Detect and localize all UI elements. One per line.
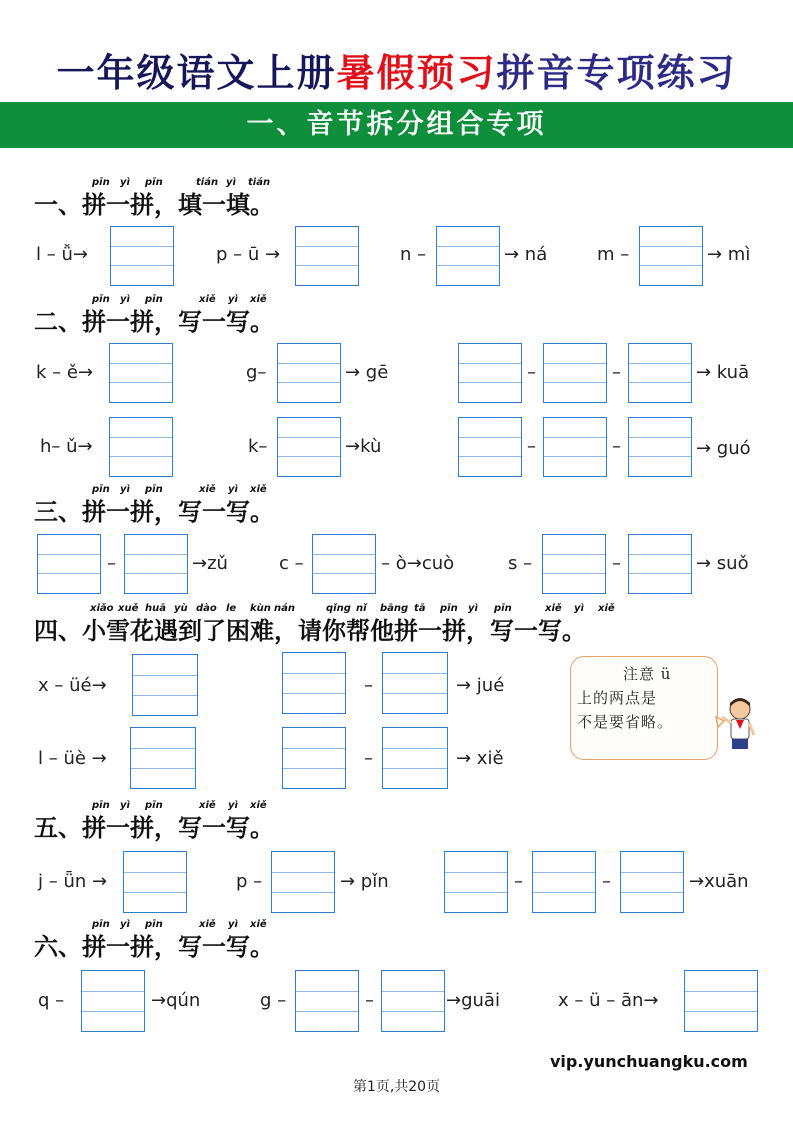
pinyin-label: xiě <box>250 484 267 495</box>
pinyin-label: le <box>226 603 237 614</box>
exercise-result: → kuā <box>696 362 750 383</box>
answer-box[interactable] <box>532 851 596 913</box>
exercise-prefix: s – <box>508 553 533 574</box>
pinyin-label: yì <box>228 294 238 305</box>
answer-box[interactable] <box>444 851 508 913</box>
answer-box[interactable] <box>458 343 522 403</box>
pinyin-label: pīn <box>92 919 110 930</box>
answer-box[interactable] <box>271 851 335 913</box>
separator-dash: – <box>612 553 621 574</box>
pinyin-label: yì <box>120 294 130 305</box>
pinyin-label: pīn <box>145 484 163 495</box>
exercise-result: →kù <box>345 436 382 457</box>
answer-box[interactable] <box>312 534 376 594</box>
exercise-result: →qún <box>151 990 201 1011</box>
separator-dash: – <box>364 748 373 769</box>
separator-dash: – <box>527 436 536 457</box>
pinyin-label: xiě <box>598 603 615 614</box>
pinyin-label: yì <box>228 484 238 495</box>
pinyin-label: xuě <box>118 603 139 614</box>
section-2-heading: 二、拼一拼，写一写。 <box>34 307 274 336</box>
answer-box[interactable] <box>382 652 448 714</box>
exercise-prefix: k– <box>248 436 268 457</box>
pinyin-label: pīn <box>145 800 163 811</box>
answer-box[interactable] <box>381 970 445 1032</box>
answer-box[interactable] <box>124 534 188 594</box>
pinyin-label: xiě <box>199 484 216 495</box>
pinyin-label: yì <box>120 177 130 188</box>
answer-box[interactable] <box>628 343 692 403</box>
answer-box[interactable] <box>543 417 607 477</box>
separator-dash: – <box>527 362 536 383</box>
footer-website: vip.yunchuangku.com <box>550 1052 748 1071</box>
exercise-result: → xiě <box>456 748 504 769</box>
pinyin-label: yì <box>120 800 130 811</box>
pinyin-label: yù <box>174 603 188 614</box>
pinyin-label: yì <box>120 484 130 495</box>
section-6-heading: 六、拼一拼，写一写。 <box>34 932 274 961</box>
tip-line: 不是要省略。 <box>577 713 674 731</box>
pinyin-label: pīn <box>440 603 458 614</box>
pinyin-label: yì <box>226 177 236 188</box>
answer-box[interactable] <box>109 343 173 403</box>
section-5-heading: 五、拼一拼，写一写。 <box>34 813 274 842</box>
pinyin-label: dào <box>196 603 217 614</box>
answer-box[interactable] <box>684 970 758 1032</box>
pinyin-label: yì <box>120 919 130 930</box>
exercise-prefix: k – ě→ <box>36 362 94 383</box>
answer-box[interactable] <box>123 851 187 913</box>
exercise-prefix: m – <box>597 244 630 265</box>
answer-box[interactable] <box>628 534 692 594</box>
exercise-prefix: g– <box>246 362 267 383</box>
separator-dash: – <box>602 871 611 892</box>
page-number: 第1页,共20页 <box>352 1079 441 1095</box>
pinyin-label: pīn <box>145 177 163 188</box>
section-4-heading: 四、小雪花遇到了困难，请你帮他拼一拼，写一写。 <box>34 616 586 645</box>
separator-dash: – <box>365 990 374 1011</box>
pinyin-label: yì <box>228 919 238 930</box>
pinyin-label: pīn <box>494 603 512 614</box>
student-character-icon <box>714 695 760 755</box>
exercise-prefix: l – ǚ→ <box>36 244 88 265</box>
exercise-result: →guāi <box>446 990 500 1011</box>
pinyin-label: pīn <box>92 800 110 811</box>
pinyin-label: yì <box>228 800 238 811</box>
answer-box[interactable] <box>282 652 346 714</box>
pinyin-label: nǐ <box>356 603 367 614</box>
answer-box[interactable] <box>436 226 500 286</box>
answer-box[interactable] <box>639 226 703 286</box>
exercise-prefix: j – ǖn → <box>38 871 108 892</box>
answer-box[interactable] <box>109 417 173 477</box>
pinyin-label: xiě <box>545 603 562 614</box>
pinyin-label: yì <box>468 603 478 614</box>
exercise-result: → jué <box>456 675 505 696</box>
pinyin-label: qǐng <box>326 603 351 614</box>
exercise-result: → suǒ <box>696 553 749 574</box>
answer-box[interactable] <box>620 851 684 913</box>
pinyin-label: pīn <box>145 294 163 305</box>
separator-dash: – <box>612 436 621 457</box>
exercise-result: → mì <box>707 244 751 265</box>
exercise-prefix: n – <box>400 244 427 265</box>
pinyin-label: xiě <box>199 800 216 811</box>
separator-dash: – <box>107 553 116 574</box>
answer-box[interactable] <box>295 970 359 1032</box>
section-1-heading: 一、拼一拼，填一填。 <box>34 190 274 219</box>
exercise-prefix: p – <box>236 871 263 892</box>
exercise-result: → ná <box>504 244 548 265</box>
pinyin-label: xiě <box>250 919 267 930</box>
answer-box[interactable] <box>132 654 198 716</box>
answer-box[interactable] <box>282 727 346 789</box>
pinyin-label: xiǎo <box>90 603 114 614</box>
title-part-3: 拼音专项练习 <box>496 50 737 95</box>
pinyin-label: xiě <box>250 800 267 811</box>
tip-bubble <box>570 656 718 760</box>
pinyin-label: nán <box>274 603 295 614</box>
answer-box[interactable] <box>277 417 341 477</box>
pinyin-label: tián <box>196 177 219 188</box>
pinyin-label: pīn <box>92 177 110 188</box>
answer-box[interactable] <box>628 417 692 477</box>
exercise-prefix: g – <box>260 990 287 1011</box>
exercise-prefix: x – ü – ān→ <box>558 990 659 1011</box>
pinyin-label: pīn <box>92 484 110 495</box>
tip-line: 上的两点是 <box>577 689 658 707</box>
pinyin-label: xiě <box>250 294 267 305</box>
answer-box[interactable] <box>110 226 174 286</box>
answer-box[interactable] <box>458 417 522 477</box>
exercise-prefix: q – <box>38 990 65 1011</box>
pinyin-label: tián <box>248 177 271 188</box>
pinyin-label: pīn <box>92 294 110 305</box>
exercise-prefix: h– ǔ→ <box>40 436 93 457</box>
exercise-prefix: x – üé→ <box>38 675 107 696</box>
exercise-result: → guó <box>696 438 751 459</box>
title-part-2: 暑假预习 <box>336 50 497 95</box>
exercise-prefix: c – <box>279 553 304 574</box>
answer-box[interactable] <box>542 534 606 594</box>
answer-box[interactable] <box>277 343 341 403</box>
separator-dash: – <box>364 675 373 696</box>
pinyin-label: xiě <box>199 919 216 930</box>
section-3-heading: 三、拼一拼，写一写。 <box>34 497 274 526</box>
answer-box[interactable] <box>81 970 145 1032</box>
answer-box[interactable] <box>543 343 607 403</box>
answer-box[interactable] <box>37 534 101 594</box>
pinyin-label: kùn <box>250 603 271 614</box>
pinyin-label: xiě <box>199 294 216 305</box>
pinyin-label: yì <box>574 603 584 614</box>
separator-dash: – <box>612 362 621 383</box>
banner-text: 一、音节拆分组合专项 <box>246 109 547 140</box>
exercise-prefix: p – ū → <box>216 244 281 265</box>
exercise-result: →xuān <box>689 871 749 892</box>
title-part-1: 一年级语文上册 <box>56 50 337 95</box>
answer-box[interactable] <box>382 727 448 789</box>
pinyin-label: tā <box>414 603 426 614</box>
exercise-result: → gē <box>345 362 389 383</box>
section-banner <box>0 102 793 148</box>
pinyin-label: huā <box>145 603 166 614</box>
pinyin-label: bāng <box>380 603 409 614</box>
tip-line: 注意 ü <box>623 665 672 683</box>
exercise-result: →zǔ <box>192 553 228 574</box>
separator-dash: – <box>514 871 523 892</box>
pinyin-label: pīn <box>145 919 163 930</box>
exercise-prefix: l – üè → <box>38 748 107 769</box>
answer-box[interactable] <box>295 226 359 286</box>
exercise-result: – ò→cuò <box>381 553 455 574</box>
exercise-result: → pǐn <box>340 871 389 892</box>
answer-box[interactable] <box>130 727 196 789</box>
page-title <box>0 48 793 98</box>
